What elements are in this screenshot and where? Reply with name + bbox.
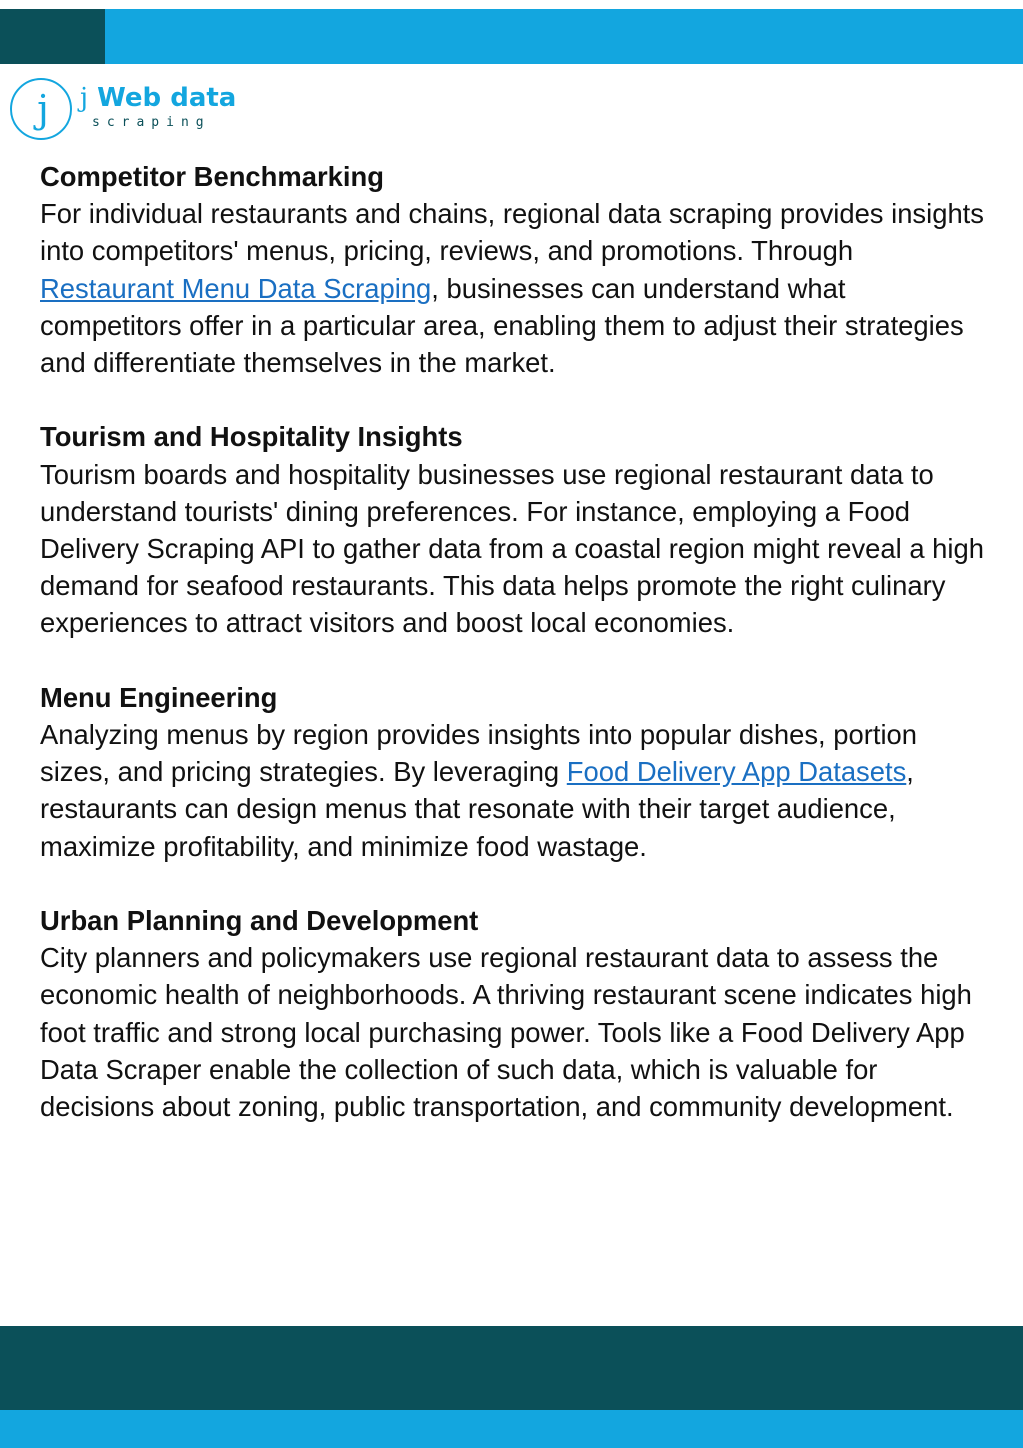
section-body: City planners and policymakers use regional restaurant data to assess the economic health of neighborhoods. A thriving restaurant scene indicates high foot traffic and strong local purchasing power. Tools like a Food Delivery App Data Scraper enable the collection of such data, which is valuable for decisions about zoning, public transportation, and community development. <box>40 942 972 1123</box>
logo-wordmark <box>80 80 236 116</box>
section-heading: Competitor Benchmarking <box>40 161 384 192</box>
section-tourism-hospitality <box>40 418 985 641</box>
section-menu-engineering <box>40 679 985 865</box>
logo-wordmark-j: j <box>80 83 89 113</box>
section-urban-planning <box>40 902 985 1125</box>
footer-band-dark <box>0 1326 1023 1410</box>
body-text: For individual restaurants and chains, regional data scraping provides insights into competitors' menus, pricing, reviews, and promotions. Through <box>40 198 984 267</box>
section-heading: Menu Engineering <box>40 681 278 713</box>
section-heading: Urban Planning and Development <box>40 905 479 937</box>
section-body <box>40 195 985 381</box>
logo-circle-letter: j <box>37 87 49 131</box>
body-text: , businesses can understand what competitors offer in a particular area, enabling them to adjust their strategies and differentiate themselves in the market. <box>40 272 964 379</box>
body-text: , restaurants can design menus that resonate with their target audience, maximize profitability, and minimize food wastage. <box>40 756 914 862</box>
restaurant-menu-data-scraping-link[interactable]: Restaurant Menu Data Scraping <box>40 272 432 304</box>
section-competitor-benchmarking <box>40 158 985 381</box>
logo-circle-icon <box>10 78 72 140</box>
section-body: Tourism boards and hospitality businesses use regional restaurant data to understand tourists' dining preferences. For instance, employing a Food Delivery Scraping API to gather data from a coastal region might reveal a high demand for seafood restaurants. This data helps promote the right culinary experiences to attract visitors and boost local economies. <box>40 458 984 639</box>
body-text: Analyzing menus by region provides insights into popular dishes, portion sizes, and pricing strategies. By leveraging <box>40 719 918 788</box>
logo-wordmark-eb: eb <box>124 83 162 113</box>
logo-tagline: scraping <box>92 115 211 130</box>
section-heading: Tourism and Hospitality Insights <box>40 421 463 453</box>
logo-wordmark-data: data <box>170 83 237 113</box>
header-bar <box>0 9 1023 64</box>
logo-wordmark-w: W <box>97 83 125 113</box>
footer-band-blue <box>0 1410 1023 1448</box>
section-body <box>40 716 985 865</box>
article-content <box>40 158 985 1162</box>
brand-logo[interactable] <box>10 78 240 144</box>
header-accent-block <box>0 9 105 64</box>
food-delivery-app-datasets-link[interactable]: Food Delivery App Datasets <box>566 756 907 788</box>
